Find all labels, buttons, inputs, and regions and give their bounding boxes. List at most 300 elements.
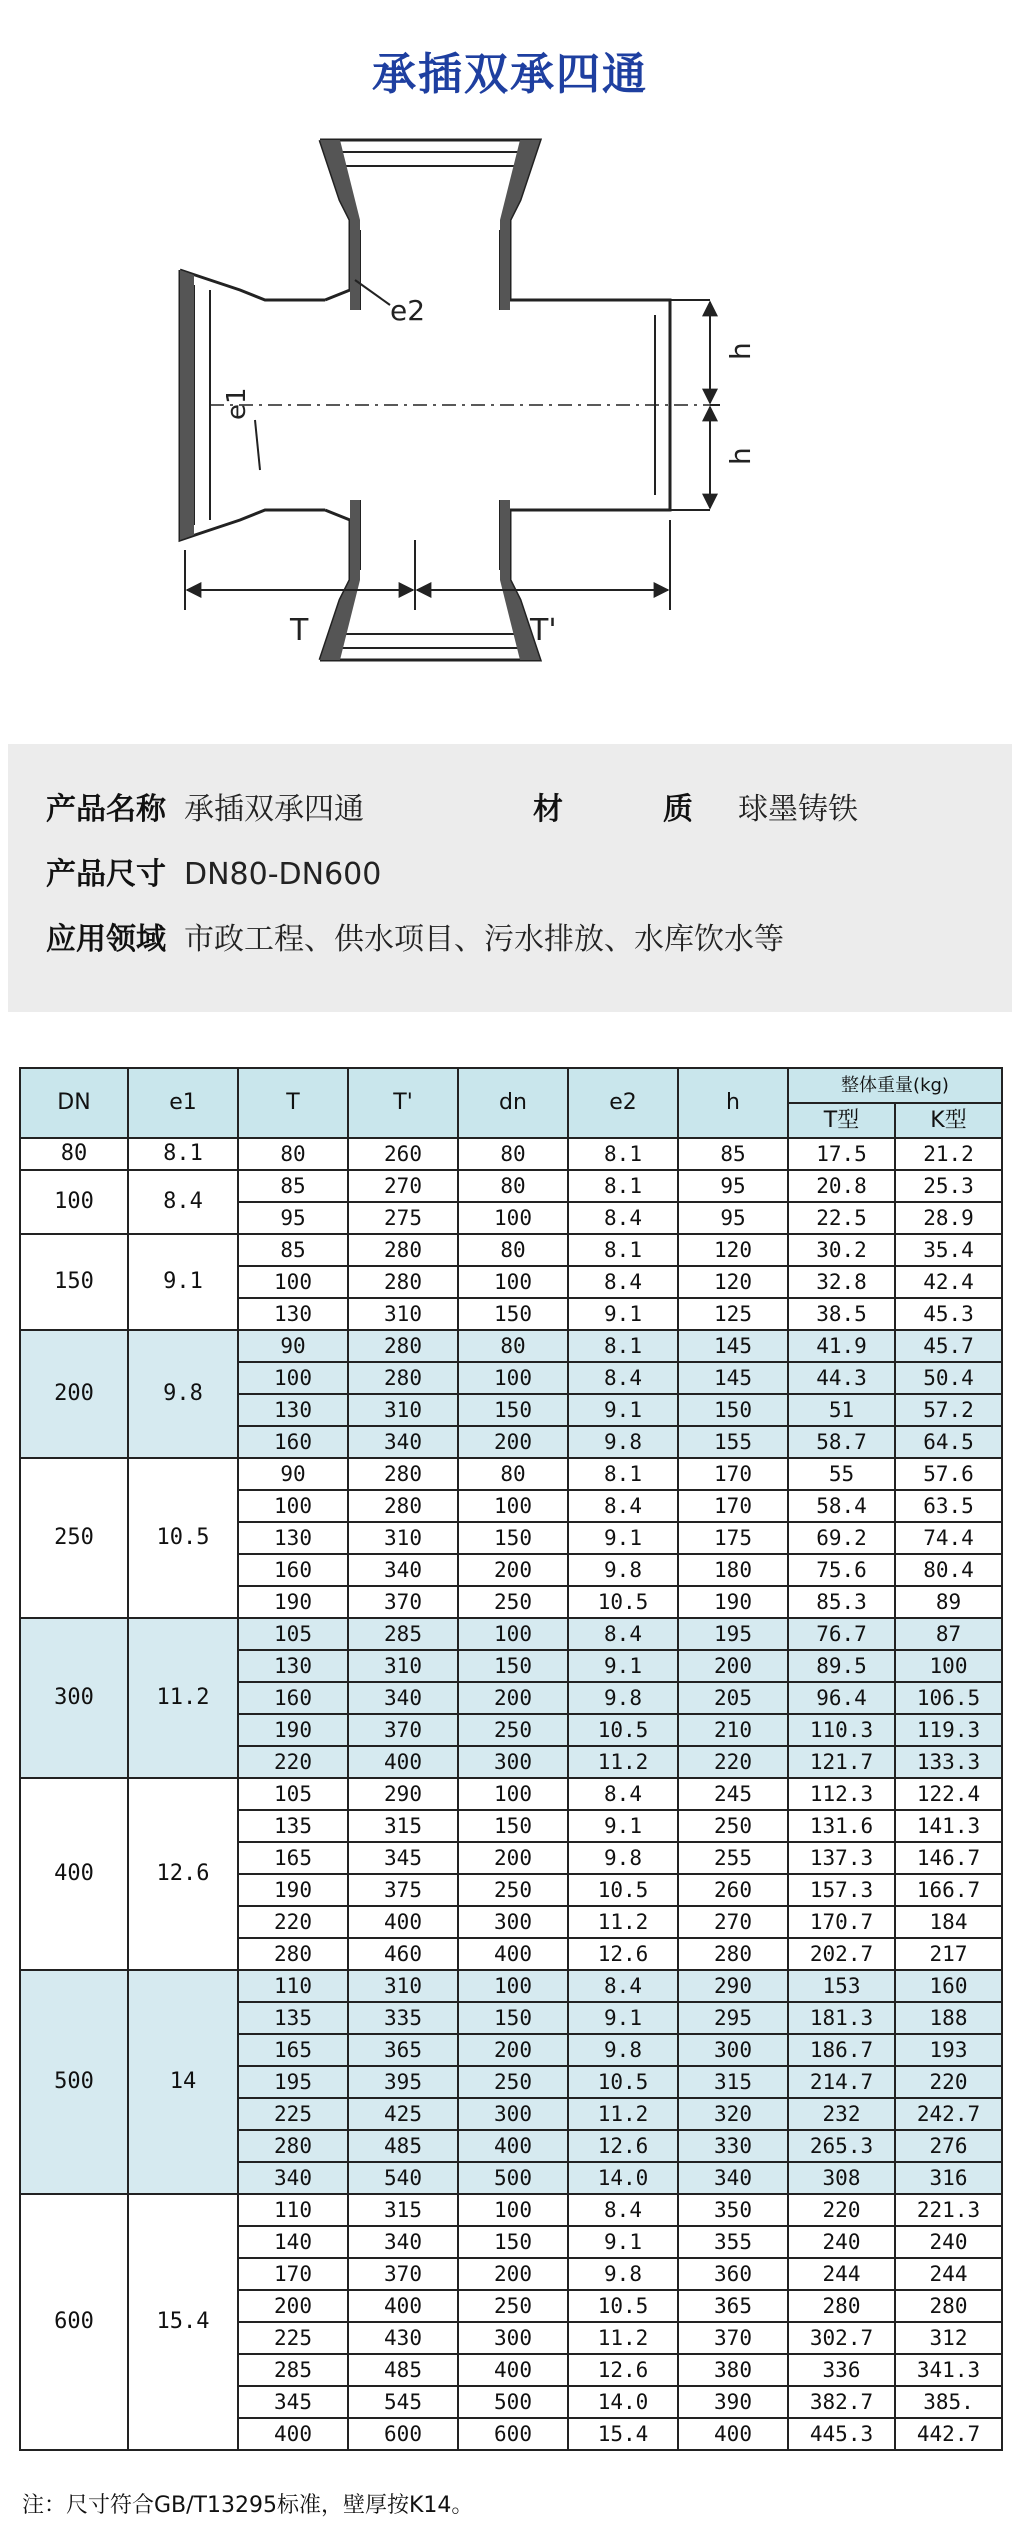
table-cell: 100	[458, 1266, 568, 1298]
table-cell: 63.5	[895, 1490, 1002, 1522]
table-cell: 157.3	[788, 1874, 895, 1906]
table-cell: 242.7	[895, 2098, 1002, 2130]
table-cell: 280	[678, 1938, 788, 1970]
table-cell: 80	[458, 1330, 568, 1362]
table-cell: 190	[678, 1586, 788, 1618]
dn-cell: 400	[20, 1778, 128, 1970]
table-cell: 25.3	[895, 1170, 1002, 1202]
table-cell: 119.3	[895, 1714, 1002, 1746]
table-cell: 200	[458, 2034, 568, 2066]
table-cell: 200	[458, 2258, 568, 2290]
table-cell: 80	[458, 1458, 568, 1490]
table-cell: 80	[458, 1170, 568, 1202]
table-cell: 336	[788, 2354, 895, 2386]
e1-cell: 8.4	[128, 1170, 238, 1234]
table-cell: 45.3	[895, 1298, 1002, 1330]
spec-table-wrapper	[19, 1067, 1001, 2451]
table-cell: 150	[458, 1650, 568, 1682]
table-cell: 14.0	[568, 2162, 678, 2194]
table-cell: 308	[788, 2162, 895, 2194]
table-cell: 312	[895, 2322, 1002, 2354]
e1-cell: 8.1	[128, 1138, 238, 1170]
table-cell: 100	[238, 1362, 348, 1394]
table-cell: 244	[788, 2258, 895, 2290]
table-cell: 400	[238, 2418, 348, 2450]
weight-sub-header-1: K型	[895, 1103, 1002, 1138]
table-cell: 276	[895, 2130, 1002, 2162]
table-cell: 400	[348, 2290, 458, 2322]
table-cell: 385.	[895, 2386, 1002, 2418]
e1-cell: 11.2	[128, 1618, 238, 1778]
table-cell: 310	[348, 1522, 458, 1554]
table-cell: 290	[348, 1778, 458, 1810]
table-cell: 160	[895, 1970, 1002, 2002]
table-cell: 310	[348, 1298, 458, 1330]
table-cell: 90	[238, 1458, 348, 1490]
table-cell: 300	[678, 2034, 788, 2066]
table-cell: 170.7	[788, 1906, 895, 1938]
table-cell: 9.1	[568, 2002, 678, 2034]
table-cell: 280	[895, 2290, 1002, 2322]
table-cell: 445.3	[788, 2418, 895, 2450]
table-cell: 195	[238, 2066, 348, 2098]
product-name-label: 产品名称	[46, 792, 166, 827]
table-cell: 181.3	[788, 2002, 895, 2034]
table-cell: 8.4	[568, 1778, 678, 1810]
dn-cell: 200	[20, 1330, 128, 1458]
table-cell: 8.4	[568, 1202, 678, 1234]
table-cell: 340	[678, 2162, 788, 2194]
table-cell: 200	[458, 1426, 568, 1458]
table-cell: 250	[458, 2066, 568, 2098]
table-cell: 130	[238, 1394, 348, 1426]
table-cell: 425	[348, 2098, 458, 2130]
table-cell: 285	[348, 1618, 458, 1650]
table-cell: 200	[458, 1842, 568, 1874]
dn-cell: 300	[20, 1618, 128, 1778]
table-cell: 340	[348, 2226, 458, 2258]
table-cell: 150	[458, 1810, 568, 1842]
table-cell: 131.6	[788, 1810, 895, 1842]
table-cell: 390	[678, 2386, 788, 2418]
table-cell: 545	[348, 2386, 458, 2418]
weight-header-cell	[788, 1068, 1002, 1103]
dn-cell: 250	[20, 1458, 128, 1618]
application-value: 市政工程、供水项目、污水排放、水库饮水等	[184, 922, 784, 957]
table-cell: 146.7	[895, 1842, 1002, 1874]
table-cell: 100	[238, 1490, 348, 1522]
table-cell: 184	[895, 1906, 1002, 1938]
table-cell: 74.4	[895, 1522, 1002, 1554]
table-cell: 9.8	[568, 1554, 678, 1586]
label-h-top: h	[724, 342, 757, 360]
table-cell: 200	[238, 2290, 348, 2322]
table-cell: 220	[678, 1746, 788, 1778]
table-cell: 9.1	[568, 2226, 678, 2258]
table-cell: 58.4	[788, 1490, 895, 1522]
table-cell: 135	[238, 2002, 348, 2034]
table-cell: 21.2	[895, 1138, 1002, 1170]
table-cell: 100	[458, 1618, 568, 1650]
info-row-use	[46, 914, 784, 958]
table-cell: 153	[788, 1970, 895, 2002]
table-cell: 100	[458, 1778, 568, 1810]
table-cell: 133.3	[895, 1746, 1002, 1778]
table-cell: 365	[348, 2034, 458, 2066]
table-cell: 193	[895, 2034, 1002, 2066]
table-cell: 180	[678, 1554, 788, 1586]
table-cell: 141.3	[895, 1810, 1002, 1842]
table-cell: 11.2	[568, 2322, 678, 2354]
table-cell: 55	[788, 1458, 895, 1490]
table-cell: 9.1	[568, 1298, 678, 1330]
table-cell: 380	[678, 2354, 788, 2386]
table-cell: 150	[458, 2002, 568, 2034]
table-cell: 340	[348, 1426, 458, 1458]
standard-note: 注：尺寸符合GB/T13295标准，壁厚按K14。	[22, 2493, 474, 2518]
table-cell: 360	[678, 2258, 788, 2290]
table-cell: 280	[348, 1330, 458, 1362]
table-cell: 9.8	[568, 1426, 678, 1458]
table-cell: 165	[238, 1842, 348, 1874]
table-cell: 255	[678, 1842, 788, 1874]
table-cell: 302.7	[788, 2322, 895, 2354]
table-cell: 335	[348, 2002, 458, 2034]
table-cell: 145	[678, 1362, 788, 1394]
table-cell: 186.7	[788, 2034, 895, 2066]
header-4: dn	[458, 1068, 568, 1138]
table-cell: 10.5	[568, 1586, 678, 1618]
table-cell: 112.3	[788, 1778, 895, 1810]
table-cell: 370	[348, 1714, 458, 1746]
table-cell: 106.5	[895, 1682, 1002, 1714]
product-size-value: DN80-DN600	[184, 857, 382, 892]
table-cell: 395	[348, 2066, 458, 2098]
table-cell: 9.1	[568, 1810, 678, 1842]
table-cell: 50.4	[895, 1362, 1002, 1394]
table-cell: 221.3	[895, 2194, 1002, 2226]
table-cell: 540	[348, 2162, 458, 2194]
table-cell: 85	[678, 1138, 788, 1170]
table-cell: 89	[895, 1586, 1002, 1618]
table-cell: 320	[678, 2098, 788, 2130]
material-label-1: 材	[533, 792, 563, 827]
table-cell: 300	[458, 1746, 568, 1778]
header-5: e2	[568, 1068, 678, 1138]
table-cell: 188	[895, 2002, 1002, 2034]
table-row	[20, 1458, 1002, 1490]
dn-cell: 100	[20, 1170, 128, 1234]
label-e1: e1	[222, 387, 252, 420]
table-cell: 250	[458, 1586, 568, 1618]
table-cell: 30.2	[788, 1234, 895, 1266]
table-cell: 205	[678, 1682, 788, 1714]
table-cell: 442.7	[895, 2418, 1002, 2450]
product-info-panel	[8, 744, 1012, 1012]
table-row	[20, 1138, 1002, 1170]
label-T: T	[290, 613, 309, 648]
table-cell: 214.7	[788, 2066, 895, 2098]
label-e2: e2	[390, 294, 426, 327]
e1-cell: 10.5	[128, 1458, 238, 1618]
table-cell: 400	[348, 1746, 458, 1778]
table-cell: 85	[238, 1234, 348, 1266]
table-cell: 270	[348, 1170, 458, 1202]
weight-sub-header-0: T型	[788, 1103, 895, 1138]
table-cell: 87	[895, 1618, 1002, 1650]
cross-fitting-drawing	[150, 120, 850, 680]
table-cell: 285	[238, 2354, 348, 2386]
table-cell: 315	[348, 2194, 458, 2226]
table-cell: 160	[238, 1682, 348, 1714]
table-row	[20, 1618, 1002, 1650]
table-cell: 280	[238, 1938, 348, 1970]
table-cell: 100	[895, 1650, 1002, 1682]
table-cell: 170	[678, 1458, 788, 1490]
table-cell: 8.1	[568, 1458, 678, 1490]
table-cell: 100	[458, 1970, 568, 2002]
table-cell: 15.4	[568, 2418, 678, 2450]
table-row	[20, 1170, 1002, 1202]
table-cell: 95	[678, 1170, 788, 1202]
table-cell: 10.5	[568, 2290, 678, 2322]
label-T-prime: T'	[530, 613, 557, 648]
table-cell: 430	[348, 2322, 458, 2354]
table-cell: 11.2	[568, 1746, 678, 1778]
material-value: 球墨铸铁	[738, 792, 858, 827]
table-cell: 280	[348, 1490, 458, 1522]
table-cell: 10.5	[568, 2066, 678, 2098]
table-cell: 316	[895, 2162, 1002, 2194]
table-cell: 260	[348, 1138, 458, 1170]
table-cell: 250	[458, 1874, 568, 1906]
table-cell: 200	[678, 1650, 788, 1682]
table-cell: 9.8	[568, 1842, 678, 1874]
table-cell: 160	[238, 1554, 348, 1586]
table-cell: 76.7	[788, 1618, 895, 1650]
table-cell: 202.7	[788, 1938, 895, 1970]
table-cell: 170	[678, 1490, 788, 1522]
table-cell: 340	[238, 2162, 348, 2194]
table-cell: 190	[238, 1586, 348, 1618]
table-cell: 8.1	[568, 1170, 678, 1202]
table-cell: 69.2	[788, 1522, 895, 1554]
page-title: 承插双承四通	[372, 49, 648, 100]
product-size-label: 产品尺寸	[46, 857, 166, 892]
table-cell: 220	[238, 1746, 348, 1778]
table-cell: 11.2	[568, 2098, 678, 2130]
table-cell: 85.3	[788, 1586, 895, 1618]
table-cell: 165	[238, 2034, 348, 2066]
table-cell: 122.4	[895, 1778, 1002, 1810]
table-cell: 130	[238, 1650, 348, 1682]
table-cell: 460	[348, 1938, 458, 1970]
e1-cell: 9.8	[128, 1330, 238, 1458]
table-cell: 280	[788, 2290, 895, 2322]
table-cell: 125	[678, 1298, 788, 1330]
dn-cell: 500	[20, 1970, 128, 2194]
table-cell: 110	[238, 2194, 348, 2226]
table-cell: 330	[678, 2130, 788, 2162]
table-cell: 600	[458, 2418, 568, 2450]
table-cell: 175	[678, 1522, 788, 1554]
table-cell: 280	[348, 1266, 458, 1298]
table-cell: 8.4	[568, 1266, 678, 1298]
table-cell: 290	[678, 1970, 788, 2002]
table-cell: 10.5	[568, 1874, 678, 1906]
table-cell: 95	[238, 1202, 348, 1234]
table-cell: 95	[678, 1202, 788, 1234]
label-h-bottom: h	[724, 447, 757, 465]
table-cell: 341.3	[895, 2354, 1002, 2386]
table-cell: 195	[678, 1618, 788, 1650]
table-cell: 244	[895, 2258, 1002, 2290]
table-cell: 89.5	[788, 1650, 895, 1682]
table-cell: 280	[348, 1234, 458, 1266]
table-cell: 8.4	[568, 1618, 678, 1650]
table-cell: 155	[678, 1426, 788, 1458]
table-cell: 9.8	[568, 2034, 678, 2066]
table-cell: 295	[678, 2002, 788, 2034]
table-cell: 300	[458, 1906, 568, 1938]
spec-table	[19, 1067, 1003, 2451]
table-cell: 42.4	[895, 1266, 1002, 1298]
table-cell: 315	[678, 2066, 788, 2098]
table-cell: 345	[348, 1842, 458, 1874]
table-cell: 8.1	[568, 1234, 678, 1266]
table-cell: 100	[458, 2194, 568, 2226]
header-2: T	[238, 1068, 348, 1138]
table-cell: 275	[348, 1202, 458, 1234]
table-cell: 240	[895, 2226, 1002, 2258]
table-cell: 150	[458, 2226, 568, 2258]
table-cell: 57.2	[895, 1394, 1002, 1426]
table-cell: 9.8	[568, 2258, 678, 2290]
header-0: DN	[20, 1068, 128, 1138]
table-cell: 400	[458, 1938, 568, 1970]
table-cell: 485	[348, 2354, 458, 2386]
table-cell: 20.8	[788, 1170, 895, 1202]
e1-cell: 15.4	[128, 2194, 238, 2450]
table-cell: 170	[238, 2258, 348, 2290]
table-cell: 130	[238, 1298, 348, 1330]
table-cell: 150	[458, 1298, 568, 1330]
table-cell: 200	[458, 1554, 568, 1586]
table-cell: 51	[788, 1394, 895, 1426]
table-cell: 8.4	[568, 2194, 678, 2226]
table-cell: 12.6	[568, 2354, 678, 2386]
table-cell: 32.8	[788, 1266, 895, 1298]
table-cell: 64.5	[895, 1426, 1002, 1458]
table-cell: 85	[238, 1170, 348, 1202]
e1-cell: 12.6	[128, 1778, 238, 1970]
table-cell: 220	[788, 2194, 895, 2226]
table-cell: 382.7	[788, 2386, 895, 2418]
table-cell: 8.4	[568, 1362, 678, 1394]
dn-cell: 600	[20, 2194, 128, 2450]
table-cell: 8.4	[568, 1970, 678, 2002]
table-cell: 310	[348, 1650, 458, 1682]
table-cell: 300	[458, 2322, 568, 2354]
table-cell: 300	[458, 2098, 568, 2130]
table-cell: 80	[458, 1234, 568, 1266]
table-cell: 9.1	[568, 1394, 678, 1426]
table-cell: 9.8	[568, 1682, 678, 1714]
table-cell: 80	[238, 1138, 348, 1170]
table-cell: 232	[788, 2098, 895, 2130]
table-cell: 500	[458, 2386, 568, 2418]
table-cell: 9.1	[568, 1650, 678, 1682]
table-cell: 41.9	[788, 1330, 895, 1362]
table-cell: 220	[895, 2066, 1002, 2098]
e1-cell: 9.1	[128, 1234, 238, 1330]
table-cell: 245	[678, 1778, 788, 1810]
table-cell: 225	[238, 2098, 348, 2130]
table-cell: 110.3	[788, 1714, 895, 1746]
table-cell: 600	[348, 2418, 458, 2450]
table-cell: 9.1	[568, 1522, 678, 1554]
table-cell: 135	[238, 1810, 348, 1842]
table-cell: 370	[678, 2322, 788, 2354]
table-cell: 17.5	[788, 1138, 895, 1170]
table-cell: 145	[678, 1330, 788, 1362]
table-cell: 270	[678, 1906, 788, 1938]
table-cell: 200	[458, 1682, 568, 1714]
table-row	[20, 2194, 1002, 2226]
table-cell: 38.5	[788, 1298, 895, 1330]
table-cell: 8.1	[568, 1330, 678, 1362]
table-cell: 8.4	[568, 1490, 678, 1522]
table-cell: 340	[348, 1682, 458, 1714]
table-cell: 365	[678, 2290, 788, 2322]
table-cell: 240	[788, 2226, 895, 2258]
table-cell: 350	[678, 2194, 788, 2226]
table-cell: 250	[678, 1810, 788, 1842]
table-cell: 340	[348, 1554, 458, 1586]
table-cell: 150	[678, 1394, 788, 1426]
table-cell: 190	[238, 1874, 348, 1906]
table-cell: 28.9	[895, 1202, 1002, 1234]
table-row	[20, 1330, 1002, 1362]
table-cell: 310	[348, 1394, 458, 1426]
table-cell: 110	[238, 1970, 348, 2002]
table-cell: 10.5	[568, 1714, 678, 1746]
table-cell: 160	[238, 1426, 348, 1458]
table-cell: 190	[238, 1714, 348, 1746]
table-cell: 120	[678, 1234, 788, 1266]
application-label: 应用领域	[46, 922, 166, 957]
table-cell: 250	[458, 1714, 568, 1746]
table-cell: 100	[458, 1202, 568, 1234]
table-cell: 11.2	[568, 1906, 678, 1938]
table-cell: 140	[238, 2226, 348, 2258]
header-6: h	[678, 1068, 788, 1138]
table-row	[20, 1778, 1002, 1810]
table-cell: 90	[238, 1330, 348, 1362]
table-cell: 105	[238, 1778, 348, 1810]
table-cell: 310	[348, 1970, 458, 2002]
table-cell: 280	[238, 2130, 348, 2162]
table-cell: 80	[458, 1138, 568, 1170]
table-cell: 400	[458, 2130, 568, 2162]
table-cell: 12.6	[568, 2130, 678, 2162]
table-cell: 355	[678, 2226, 788, 2258]
product-name-value: 承插双承四通	[184, 792, 364, 827]
table-cell: 400	[458, 2354, 568, 2386]
table-cell: 12.6	[568, 1938, 678, 1970]
table-cell: 485	[348, 2130, 458, 2162]
table-cell: 400	[678, 2418, 788, 2450]
